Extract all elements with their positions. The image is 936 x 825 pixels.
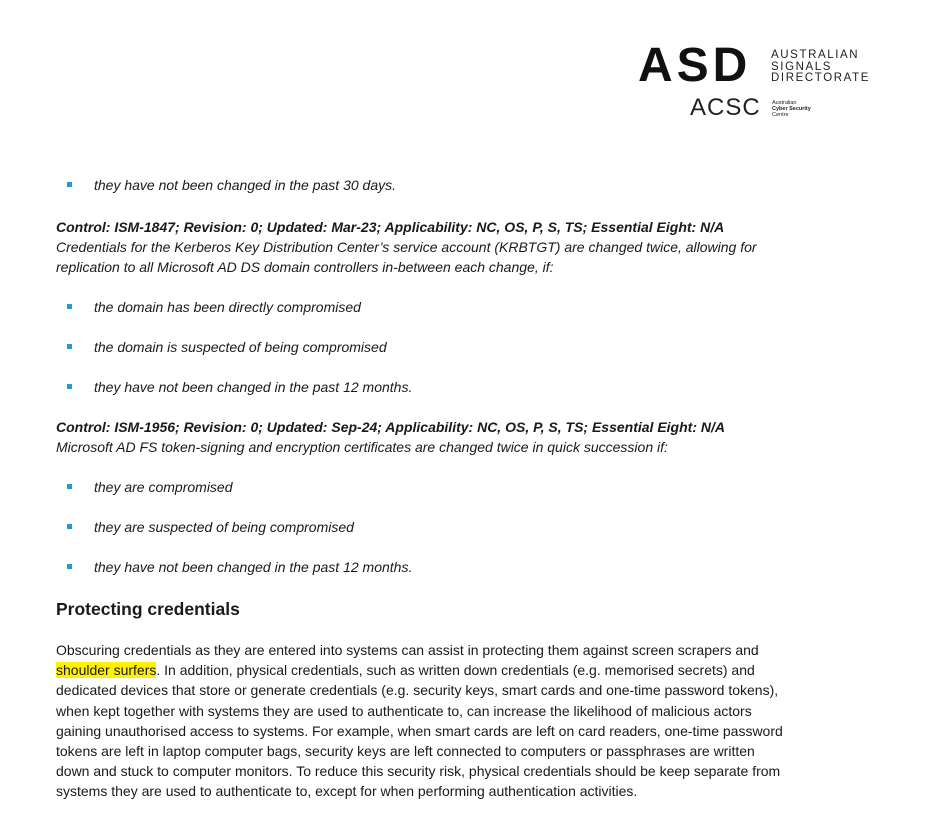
paragraph-line: down and stuck to computer monitors. To reduce this security risk, physical credentials should be keep separate from [56,763,781,780]
asd-line-1: AUSTRALIAN [771,49,860,61]
acsc-full-name [772,100,811,118]
control-body: replication to all Microsoft AD DS domain controllers in-between each change, if: [56,259,554,275]
control-title: Control: ISM-1847; Revision: 0; Updated: Mar-23; Applicability: NC, OS, P, S, TS; Essential Eight: N/A [56,219,725,235]
paragraph-line: when kept together with systems they are used to authenticate to, can increase the likelihood of malicious actors [56,702,752,719]
acsc-line-1: Australian [772,100,797,106]
paragraph-text: . In addition, physical credentials, such as written down credentials (e.g. memorised secrets) and [156,662,755,679]
bullet-icon [67,384,72,389]
bullet-icon [67,304,72,309]
list-item-text: the domain is suspected of being compromised [94,339,387,355]
paragraph-line: gaining unauthorised access to systems. For example, when smart cards are left on card readers, one-time password [56,722,783,739]
paragraph-line: systems they are used to authenticate to, except for when performing authentication activities. [56,783,638,800]
paragraph-line: Obscuring credentials as they are entered into systems can assist in protecting them against screen scrapers and [56,642,759,658]
section-heading: Protecting credentials [56,599,240,619]
paragraph [56,640,876,802]
asd-wordmark: ASD [638,39,752,92]
list-item [56,557,876,577]
paragraph-line [56,660,876,680]
list-item [56,297,876,317]
control-body: Credentials for the Kerberos Key Distribution Center’s service account (KRBTGT) are changed twice, allowing for [56,239,757,255]
control-body: Microsoft AD FS token-signing and encryption certificates are changed twice in quick succession if: [56,439,668,455]
asd-full-name [771,50,870,85]
bullet-icon [67,524,72,529]
acsc-line-3: Centre [772,112,789,118]
list-item [56,337,876,357]
list-item-text: they have not been changed in the past 12 months. [94,379,413,395]
control-title: Control: ISM-1956; Revision: 0; Updated: Sep-24; Applicability: NC, OS, P, S, TS; Essential Eight: N/A [56,419,725,435]
list-item-text: the domain has been directly compromised [94,299,361,315]
list-item [56,517,876,537]
paragraph-line: dedicated devices that store or generate credentials (e.g. security keys, smart cards and one-time password tokens), [56,682,779,699]
list-item [56,477,876,497]
list-item [56,377,876,397]
bullet-icon [67,344,72,349]
list-item [56,175,876,195]
list-item-text: they are compromised [94,479,233,495]
asd-line-3: DIRECTORATE [771,72,870,84]
bullet-icon [67,182,72,187]
list-item-text: they have not been changed in the past 30 days. [94,177,397,193]
asd-acsc-logo [638,40,878,130]
bullet-icon [67,484,72,489]
asd-line-2: SIGNALS [771,60,833,73]
acsc-wordmark: ACSC [690,94,761,121]
bullet-icon [67,564,72,569]
list-item-text: they have not been changed in the past 12 months. [94,559,413,575]
highlighted-text: shoulder surfers [56,662,157,679]
paragraph-line: tokens are left in laptop computer bags, security keys are left connected to computers or passphrases are written [56,743,755,760]
acsc-line-2: Cyber Security [772,106,811,112]
document-body [56,175,876,802]
list-item-text: they are suspected of being compromised [94,519,354,535]
